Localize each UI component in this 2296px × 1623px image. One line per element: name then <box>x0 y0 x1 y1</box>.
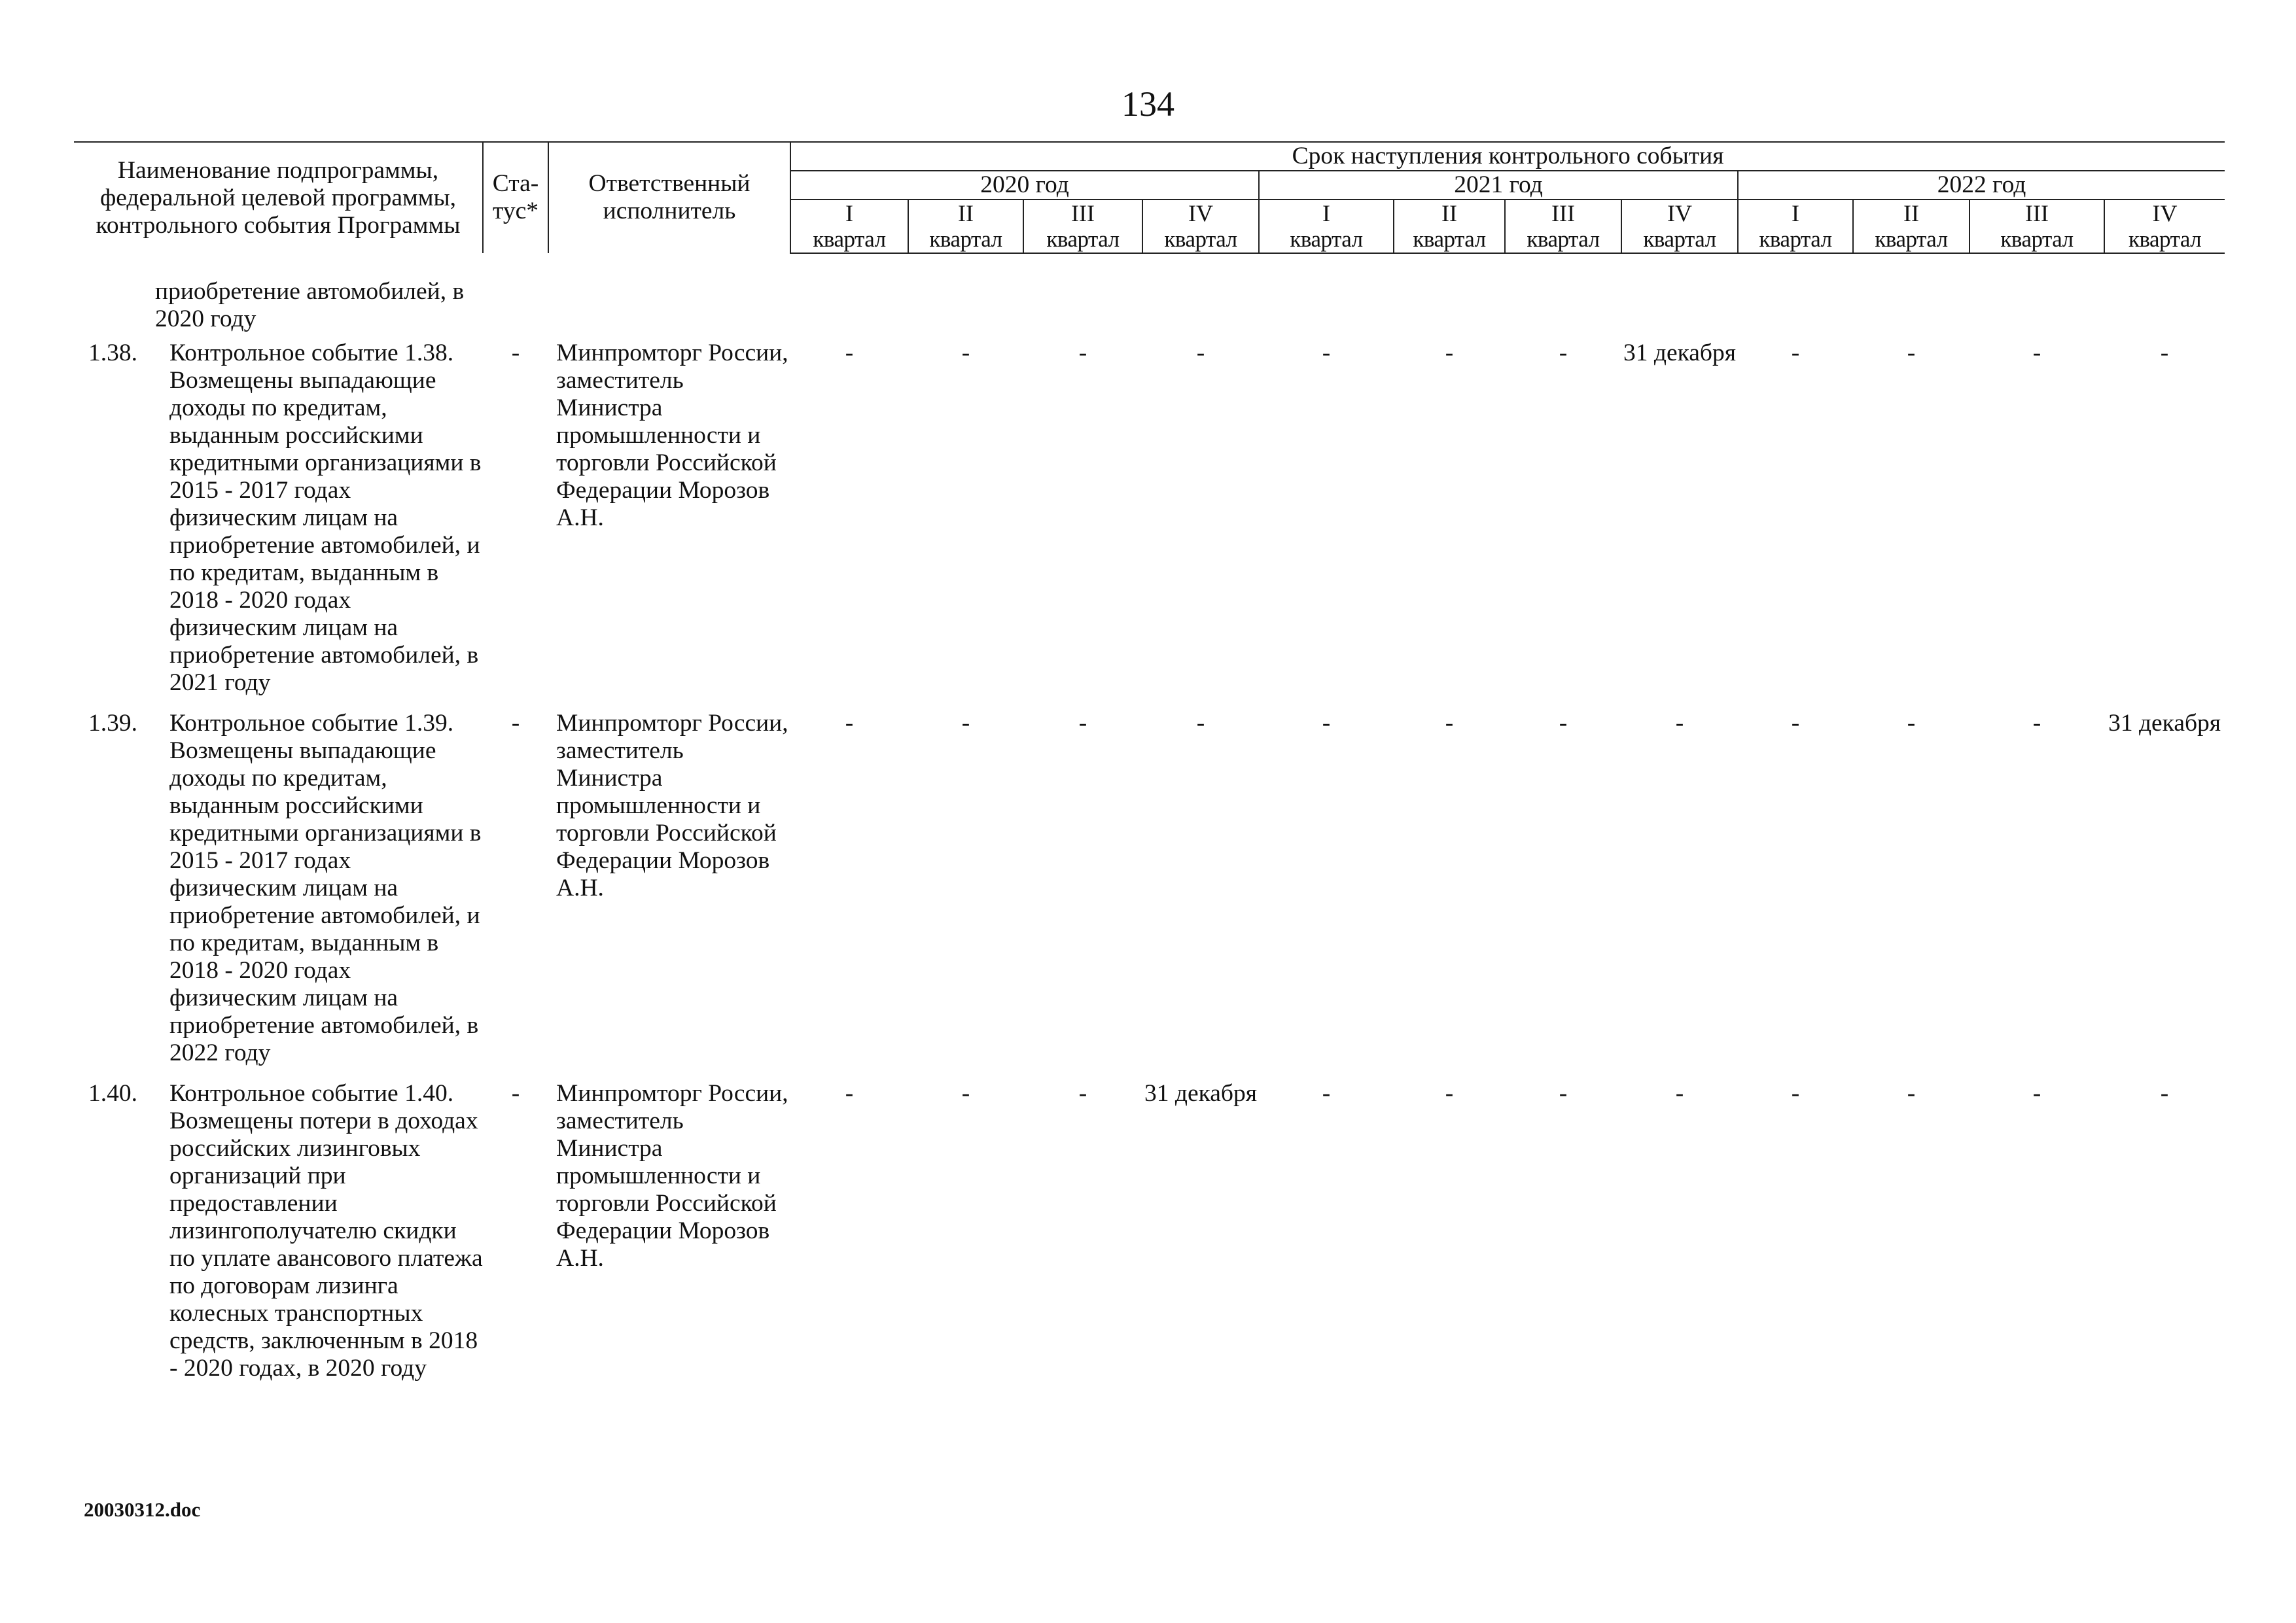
event-number: 1.38. <box>88 340 137 366</box>
quarter-cell: - <box>1078 1080 1087 1107</box>
quarter-cell: - <box>1322 340 1331 366</box>
header-quarter-word: квартал <box>1505 226 1621 253</box>
header-quarter-numeral: III <box>1023 200 1142 226</box>
continuation-text: приобретение автомобилей, в 2020 году <box>155 278 465 332</box>
quarter-cell: - <box>1445 1080 1454 1107</box>
quarter-cell: - <box>1196 710 1205 737</box>
event-name: Контрольное событие 1.40. Возмещены потери в доходах российских лизинговых организаций при предоставлении лизингополучателю скидки по уплате авансового платежа по договорам лизинга колесных транспортных средств, заключенным в 2018 - 2020 годах, в 2020 году <box>169 1080 483 1382</box>
quarter-cell: - <box>1559 340 1568 366</box>
event-cell <box>74 703 483 1073</box>
continuation-empty <box>483 253 2225 333</box>
quarter-cell: 31 декабря <box>1623 340 1736 366</box>
quarter-cell: - <box>961 340 970 366</box>
header-quarter-word: квартал <box>1394 226 1505 253</box>
quarter-cell: - <box>845 710 854 737</box>
quarter-cell: - <box>1322 1080 1331 1107</box>
footer-filename: 20030312.doc <box>84 1498 201 1521</box>
event-status: - <box>511 710 520 737</box>
continuation-row <box>74 253 2225 333</box>
control-events-table <box>74 141 2225 1389</box>
header-quarter-word: квартал <box>1738 226 1853 253</box>
quarter-cell: - <box>1791 710 1800 737</box>
event-cell <box>74 1073 483 1389</box>
table-row <box>74 1073 2225 1389</box>
event-status: - <box>511 1080 520 1107</box>
header-quarter-word: квартал <box>1142 226 1259 253</box>
header-quarter-numeral: II <box>908 200 1023 226</box>
header-quarter-numeral: IV <box>1621 200 1738 226</box>
quarter-cell: - <box>2032 1080 2041 1107</box>
header-quarter-numeral: III <box>1969 200 2104 226</box>
quarter-cell: - <box>1196 340 1205 366</box>
header-deadline: Срок наступления контрольного события <box>790 142 2225 171</box>
continuation-cell <box>74 253 483 333</box>
header-quarter-word: квартал <box>2104 226 2225 253</box>
quarter-cell: - <box>1675 1080 1684 1107</box>
header-quarter-numeral: I <box>790 200 908 226</box>
table-row <box>74 703 2225 1073</box>
event-status: - <box>511 340 520 366</box>
header-quarter-numeral: IV <box>2152 200 2178 226</box>
quarter-cell: - <box>1907 710 1916 737</box>
quarter-cell: - <box>1445 710 1454 737</box>
header-quarter-numeral: II <box>1394 200 1505 226</box>
header-quarter-word: квартал <box>908 226 1023 253</box>
header-quarter-word: квартал <box>1023 226 1142 253</box>
quarter-cell: - <box>1078 710 1087 737</box>
quarter-cell: - <box>2032 710 2041 737</box>
header-quarter-numeral: I <box>1259 200 1394 226</box>
quarter-cell: - <box>1559 710 1568 737</box>
header-year-2021: 2021 год <box>1259 171 1738 200</box>
event-responsible: Минпромторг России, заместитель Министра промышленности и торговли Российской Федерации Морозов А.Н. <box>556 1080 788 1272</box>
header-quarter-numeral: II <box>1853 200 1969 226</box>
header-quarter-word: квартал <box>1853 226 1969 253</box>
event-name: Контрольное событие 1.39. Возмещены выпадающие доходы по кредитам, выданным российскими кредитными организациями в 2015 - 2017 годах физическим лицам на приобретение автомобилей, и по кредитам, выданным в 2018 - 2020 годах физическим лицам на приобретение автомобилей, в 2022 году <box>169 710 482 1066</box>
header-year-2022: 2022 год <box>1738 171 2225 200</box>
header-quarter-numeral: IV <box>1142 200 1259 226</box>
event-responsible: Минпромторг России, заместитель Министра промышленности и торговли Российской Федерации Морозов А.Н. <box>556 710 788 901</box>
header-responsible: Ответственный исполнитель <box>548 142 790 253</box>
quarter-cell: 31 декабря <box>2108 710 2221 737</box>
quarter-cell: - <box>1078 340 1087 366</box>
table-row <box>74 333 2225 703</box>
header-name: Наименование подпрограммы, федеральной целевой программы, контрольного события Программы <box>74 142 483 253</box>
quarter-cell: - <box>2160 340 2169 366</box>
header-quarter-numeral: I <box>1738 200 1853 226</box>
quarter-cell: - <box>2032 340 2041 366</box>
quarter-cell: - <box>1675 710 1684 737</box>
header-quarter-word: квартал <box>790 226 908 253</box>
quarter-cell: - <box>845 340 854 366</box>
quarter-cell: - <box>1445 340 1454 366</box>
header-year-2020: 2020 год <box>790 171 1259 200</box>
quarter-cell: - <box>1907 1080 1916 1107</box>
header-quarter-word: квартал <box>1259 226 1394 253</box>
quarter-cell: - <box>2160 1080 2169 1107</box>
event-name: Контрольное событие 1.38. Возмещены выпадающие доходы по кредитам, выданным российскими кредитными организациями в 2015 - 2017 годах физическим лицам на приобретение автомобилей, и по кредитам, выданным в 2018 - 2020 годах физическим лицам на приобретение автомобилей, в 2021 году <box>169 340 482 696</box>
event-cell <box>74 333 483 703</box>
header-quarter-word: квартал <box>1621 226 1738 253</box>
header-status: Ста-тус* <box>483 142 548 253</box>
quarter-cell: - <box>845 1080 854 1107</box>
quarter-cell: - <box>1791 340 1800 366</box>
quarter-cell: - <box>961 710 970 737</box>
event-number: 1.39. <box>88 710 137 737</box>
quarter-cell: - <box>1791 1080 1800 1107</box>
event-responsible: Минпромторг России, заместитель Министра промышленности и торговли Российской Федерации Морозов А.Н. <box>556 340 788 531</box>
quarter-cell: - <box>1907 340 1916 366</box>
page-number: 134 <box>1122 84 1174 124</box>
event-number: 1.40. <box>88 1080 137 1107</box>
quarter-cell: - <box>1322 710 1331 737</box>
header-quarter-numeral: III <box>1505 200 1621 226</box>
quarter-cell: - <box>961 1080 970 1107</box>
quarter-cell: 31 декабря <box>1144 1080 1257 1107</box>
header-quarter-word: квартал <box>1969 226 2104 253</box>
quarter-cell: - <box>1559 1080 1568 1107</box>
